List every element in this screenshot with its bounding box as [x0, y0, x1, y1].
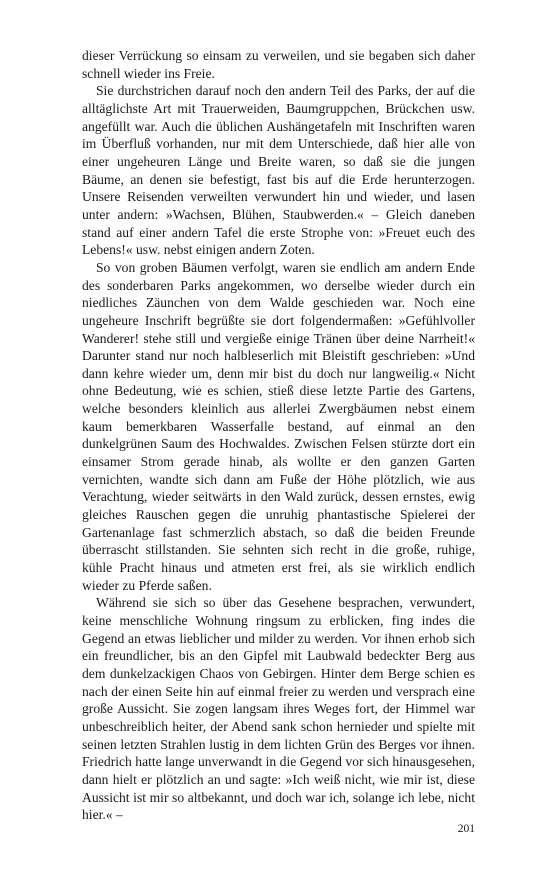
paragraph-4: Während sie sich so über das Gesehene besprachen, verwundert, keine menschliche Wohnung ringsum zu erblicken, fing indes die Gegend an etwas lieblicher und milder zu werden. Vor ihnen erhob sich ein freundlicher, bis an den Gipfel mit Laubwald bedeckter Berg aus dem dunkelzackigen Chaos von Gebirgen. Hinter dem Berge schien es nach der einen Seite hin auf einmal freier zu werden und versprach eine große Aussicht. Sie zogen langsam ihres Weges fort, der Himmel war unbeschreiblich heiter, der Abend sank schon hernieder und spielte mit seinen letzten Strahlen lustig in dem lichten Grün des Berges vor ihnen. Friedrich hatte lange unverwandt in die Gegend vor sich hinausgesehen, dann hielt er plötzlich an und sagte: »Ich weiß nicht, wie mir ist, diese Aussicht ist mir so altbekannt, und doch war ich, solange ich lebe, nicht hier.« –	[82, 595, 475, 823]
paragraph-1: dieser Verrückung so einsam zu verweilen, und sie begaben sich daher schnell wieder ins Freie.	[82, 48, 475, 81]
page-body	[82, 47, 475, 824]
paragraph-2: Sie durchstrichen darauf noch den andern Teil des Parks, der auf die alltäglichste Art mit Trauerweiden, Baumgruppchen, Brückchen usw. angefüllt war. Auch die üblichen Aushängetafeln mit Inschriften waren im Überfluß vorhanden, nur mit dem Unterschiede, daß hier alle von einer ungeheuren Länge und Breite waren, so daß sie die jungen Bäume, an denen sie befestigt, fast bis auf die Erde herunterzogen. Unsere Reisenden verweilten verwundert hin und wieder, und lasen unter andern: »Wachsen, Blühen, Staubwerden.« – Gleich daneben stand auf einer andern Tafel die erste Strophe von: »Freuet euch des Lebens!« usw. nebst einigen andern Zoten.	[82, 83, 475, 258]
paragraph-3: So von groben Bäumen verfolgt, waren sie endlich am andern Ende des sonderbaren Parks angekommen, wo derselbe wieder durch ein niedliches Zäunchen von dem Walde geschieden war. Noch eine ungeheure Inschrift begrüßte sie dort folgendermaßen: »Gefühlvoller Wanderer! stehe still und vergieße einige Tränen über deine Narrheit!« Darunter stand nur noch halbleserlich mit Bleistift geschrieben: »Und dann kehre wieder um, denn mir bist du doch nur langweilig.« Nicht ohne Bedeutung, wie es schien, stieß diese letzte Partie des Gartens, welche besonders kleinlich aus allerlei Zwergbäumen nebst einem kaum bemerkbaren Wasserfalle bestand, auf einmal an den dunkelgrünen Saum des Hochwaldes. Zwischen Felsen stürzte dort ein einsamer Strom gerade hinab, als wollte er den ganzen Garten vernichten, wandte sich dann am Fuße der Höhe plötzlich, wie aus Verachtung, wieder seitwärts in den Wald zurück, dessen ernstes, ewig gleiches Rauschen gegen die unruhig phantastische Spielerei der Gartenanlage fast schmerzlich abstach, so daß die beiden Freunde überrascht stillstanden. Sie sehnten sich recht in die große, ruhige, kühle Pracht hinaus und atmeten erst frei, als sie wirklich endlich wieder zu Pferde saßen.	[82, 259, 475, 593]
page-number: 201	[457, 823, 475, 835]
